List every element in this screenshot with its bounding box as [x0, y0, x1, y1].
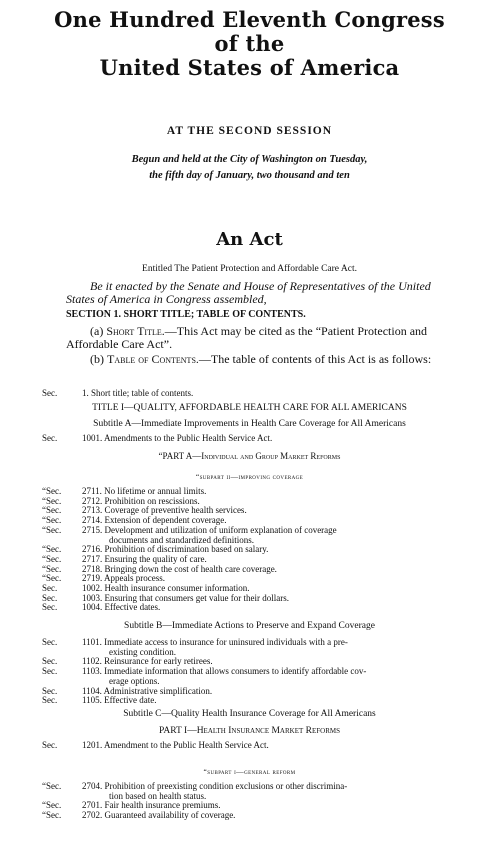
- begun-line2: the fifth day of January, two thousand and ten: [149, 170, 350, 181]
- part-1-heading: PART I—Health Insurance Market Reforms: [158, 726, 340, 736]
- toc-row-text: 2719. Appeals process.: [82, 573, 165, 584]
- toc-row-text: 1101. Immediate access to insurance for uninsured individuals with a pre-: [82, 637, 348, 647]
- congress-title: [0, 8, 499, 80]
- toc-row-text: 1003. Ensuring that consumers get value for their dollars.: [82, 592, 289, 603]
- toc-row-text: 2717. Ensuring the quality of care.: [82, 553, 207, 564]
- toc-row-text: 2713. Coverage of preventive health services.: [82, 505, 247, 516]
- toc-row-text: documents and standardized definitions.: [109, 534, 254, 545]
- toc-row-text: 1004. Effective dates.: [82, 602, 161, 613]
- toc-row-text: 2711. No lifetime or annual limits.: [82, 486, 207, 496]
- toc-row-text: 2716. Prohibition of discrimination based on salary.: [82, 544, 269, 555]
- toc-row-text: 1. Short title; table of contents.: [82, 388, 194, 398]
- toc-row-text: 1001. Amendments to the Public Health Service Act.: [82, 433, 273, 443]
- toc-row-text: 2702. Guaranteed availability of coverage.: [82, 810, 236, 821]
- subtitle-c-heading: Subtitle C—Quality Health Insurance Coverage for All Americans: [123, 709, 376, 719]
- toc-row-label: Sec.: [42, 388, 58, 398]
- toc-label: (b): [90, 352, 107, 366]
- toc-row-label: “Sec.: [42, 553, 62, 564]
- subpart-1-heading: “subpart i—general reform: [203, 767, 296, 776]
- toc-list-subtitle-a: [42, 487, 482, 613]
- session-heading: AT THE SECOND SESSION: [166, 125, 333, 137]
- toc-row-text: 1103. Immediate information that allows consumers to identify affordable cov-: [82, 666, 367, 677]
- toc-row-text: 2704. Prohibition of preexisting condition exclusions or other discrimina-: [82, 781, 348, 791]
- toc-row-label: Sec.: [42, 637, 58, 647]
- short-title-label: (a): [90, 324, 107, 338]
- toc-row-sec1001: [42, 434, 462, 444]
- toc-text: .—The table of contents of this Act is as follows:: [195, 352, 432, 366]
- toc-row-label: “Sec.: [42, 486, 62, 496]
- toc-row-label: Sec.: [42, 656, 58, 667]
- toc-row-label: “Sec.: [42, 495, 62, 506]
- toc-row-label: “Sec.: [42, 810, 62, 821]
- begun-line1: Begun and held at the City of Washington on Tuesday,: [131, 154, 368, 165]
- toc-row-text: existing condition.: [109, 646, 176, 657]
- part-a-heading: “PART A—Individual and Group Market Reforms: [158, 451, 341, 461]
- toc-row-text: erage options.: [109, 675, 160, 686]
- toc-row-text: 1002. Health insurance consumer information.: [82, 583, 250, 594]
- toc-row-label: “Sec.: [42, 505, 62, 516]
- congress-title-line3: United States of America: [99, 55, 400, 80]
- toc-paragraph: [66, 353, 442, 366]
- toc-list-subtitle-c: [42, 782, 482, 821]
- toc-row-text: 1102. Reinsurance for early retirees.: [82, 656, 213, 667]
- congress-title-line2: of the: [214, 31, 285, 56]
- toc-row-text: 1201. Amendment to the Public Health Service Act.: [82, 740, 269, 750]
- subpart-2-heading: “subpart ii—improving coverage: [195, 472, 304, 481]
- toc-row-label: “Sec.: [42, 781, 62, 791]
- entitled-text: Entitled The Patient Protection and Affordable Care Act.: [142, 264, 357, 274]
- toc-row-text: 2712. Prohibition on rescissions.: [82, 495, 200, 506]
- toc-row: [42, 811, 482, 821]
- toc-row-label: “Sec.: [42, 800, 62, 811]
- toc-row-label: “Sec.: [42, 515, 62, 526]
- toc-row-label: Sec.: [42, 740, 58, 750]
- short-title-caps: Short Title: [106, 324, 162, 338]
- subtitle-a-heading: Subtitle A—Immediate Improvements in Health Care Coverage for All Americans: [93, 419, 406, 429]
- toc-list-subtitle-b: [42, 638, 482, 706]
- section-1-heading: SECTION 1. SHORT TITLE; TABLE OF CONTENTS.: [66, 309, 306, 320]
- toc-row-label: Sec.: [42, 583, 58, 594]
- toc-row-label: “Sec.: [42, 573, 62, 584]
- toc-row-label: Sec.: [42, 592, 58, 603]
- enacting-clause: Be it enacted by the Senate and House of Representatives of the United States of America in Congress assembled,: [66, 279, 431, 306]
- toc-row: [42, 603, 482, 613]
- congress-title-line1: One Hundred Eleventh Congress: [54, 7, 445, 32]
- toc-row-text: 2701. Fair health insurance premiums.: [82, 800, 221, 811]
- toc-row-sec1201: [42, 741, 462, 751]
- toc-row-text: 2715. Development and utilization of uniform explanation of coverage: [82, 524, 337, 535]
- subtitle-b-heading: Subtitle B—Immediate Actions to Preserve and Expand Coverage: [124, 621, 375, 631]
- toc-row-label: “Sec.: [42, 544, 62, 555]
- toc-row-label: Sec.: [42, 433, 58, 443]
- toc-caps: Table of Contents: [107, 352, 196, 366]
- toc-row-text: 1104. Administrative simplification.: [82, 685, 213, 696]
- toc-row-text: 2718. Bringing down the cost of health care coverage.: [82, 563, 277, 574]
- act-heading: An Act: [216, 229, 283, 250]
- toc-row-label: Sec.: [42, 685, 58, 696]
- title-1-heading: TITLE I—QUALITY, AFFORDABLE HEALTH CARE FOR ALL AMERICANS: [92, 403, 407, 413]
- toc-row-label: Sec.: [42, 666, 58, 677]
- toc-row-text: 2714. Extension of dependent coverage.: [82, 515, 227, 526]
- begun-text: [0, 152, 499, 184]
- toc-row-text: 1105. Effective date.: [82, 695, 157, 706]
- short-title-paragraph: [66, 325, 442, 351]
- toc-row: [42, 696, 482, 706]
- toc-row-label: Sec.: [42, 602, 58, 613]
- toc-row-label: “Sec.: [42, 524, 62, 535]
- toc-row-text: tion based on health status.: [109, 790, 207, 801]
- toc-row-sec1: [42, 389, 462, 399]
- toc-row-label: “Sec.: [42, 563, 62, 574]
- short-title-text: .—This Act may be cited as the “Patient Protection and Affordable Care Act”.: [66, 324, 428, 351]
- toc-row-label: Sec.: [42, 695, 58, 706]
